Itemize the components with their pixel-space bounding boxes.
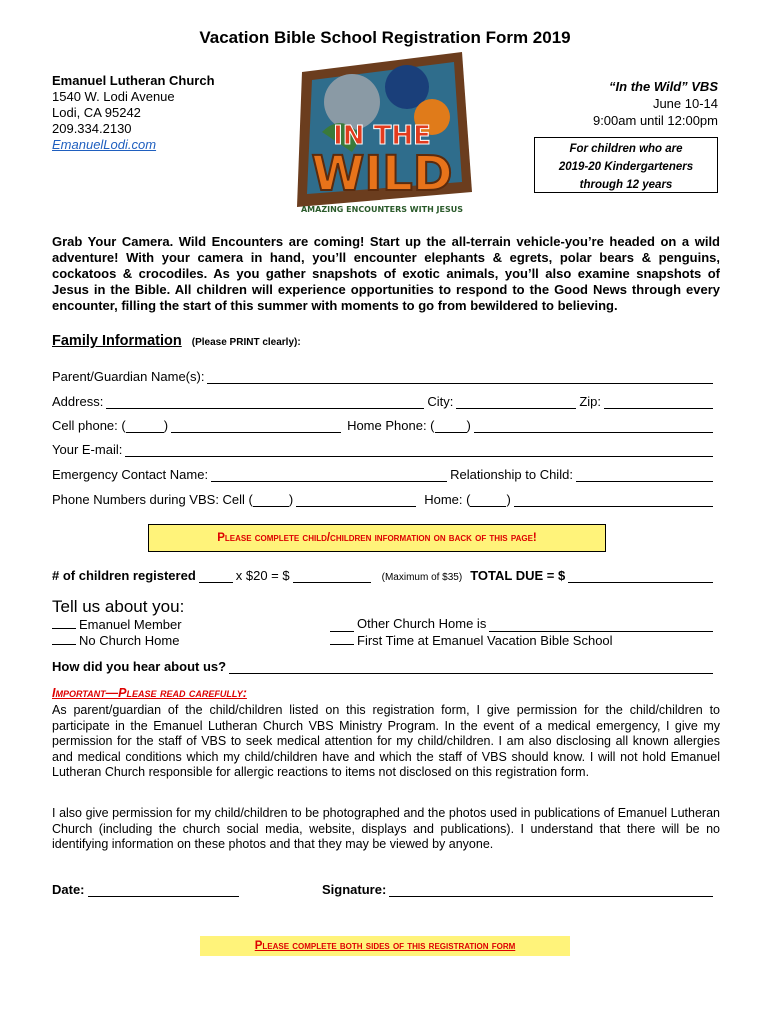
ages-box — [534, 137, 718, 193]
checkbox-blank[interactable] — [52, 632, 76, 645]
ages-line1: For children who are — [569, 143, 683, 155]
date-label: Date: — [52, 882, 85, 897]
total-due-input[interactable] — [568, 570, 713, 583]
option-label: Other Church Home is — [357, 616, 487, 631]
logo-text-top: IN THE — [333, 121, 431, 151]
how-heard-row — [52, 659, 716, 674]
family-subheading: (Please PRINT clearly): — [191, 337, 301, 348]
vbs-info — [498, 78, 718, 129]
in-the-wild-logo — [282, 42, 482, 232]
vbs-home-area-input[interactable] — [470, 494, 506, 507]
logo-tagline: AMAZING ENCOUNTERS WITH JESUS — [300, 205, 464, 214]
emergency-input[interactable] — [211, 469, 447, 482]
zip-input[interactable] — [604, 396, 713, 409]
email-label: Your E-mail: — [52, 442, 123, 457]
church-website-link[interactable]: EmanuelLodi.com — [52, 137, 157, 152]
intro-paragraph: Grab Your Camera. Wild Encounters are coming! Start up the all-terrain vehicle-you’re headed on a wild adventure! With your camera in hand, you’ll encounter elephants & egrets, polar bears & penguins, cockatoos & crocodiles. As you gather snapshots of exotic animals, you’ll also examine snapshots of Jesus in the Bible. All children will experience opportunities to respond to the Good News through every encounter, filling the start of this summer with moments to go from bewildered to believing. — [52, 234, 720, 313]
date-row — [52, 882, 242, 897]
emergency-row — [52, 462, 716, 482]
maximum-note: (Maximum of $35) — [381, 572, 463, 583]
emergency-label: Emergency Contact Name: — [52, 467, 209, 482]
vbs-home-input[interactable] — [514, 494, 713, 507]
signature-label: Signature: — [322, 882, 387, 897]
photo-permission-paragraph: I also give permission for my child/children to be photographed and the photos used in publications of Emanuel Lutheran Church (including the church social media, website, displays and publications). I understand that there will be no identifying information on these photos and that they may be viewed by anyone. — [52, 806, 720, 851]
option-no-church-home[interactable] — [52, 632, 179, 649]
city-label: City: — [427, 394, 454, 409]
checkbox-blank[interactable] — [52, 616, 76, 629]
church-phone: 209.334.2130 — [52, 121, 132, 136]
checkbox-blank[interactable] — [330, 619, 354, 632]
both-sides-notice: Please complete both sides of this registration form — [200, 936, 570, 956]
home-number-input[interactable] — [474, 420, 713, 433]
guardian-row — [52, 364, 716, 384]
vbs-cell-area-input[interactable] — [253, 494, 289, 507]
other-church-input[interactable] — [489, 619, 713, 632]
option-label: No Church Home — [79, 633, 180, 648]
option-label: First Time at Emanuel Vacation Bible School — [357, 633, 613, 648]
relationship-label: Relationship to Child: — [450, 467, 573, 482]
email-input[interactable] — [125, 444, 713, 457]
city-input[interactable] — [456, 396, 576, 409]
price-label: x $20 = $ — [235, 568, 290, 583]
vbs-dates: June 10-14 — [652, 96, 718, 111]
option-first-time[interactable] — [330, 632, 613, 649]
signature-input[interactable] — [389, 884, 713, 897]
vbs-home-label: Home: ( — [424, 492, 471, 507]
church-address-line2: Lodi, CA 95242 — [52, 105, 141, 120]
subtotal-input[interactable] — [293, 570, 371, 583]
children-count-label: # of children registered — [52, 568, 196, 583]
children-row — [52, 568, 716, 583]
home-area-input[interactable] — [435, 420, 467, 433]
family-heading: Family Information — [52, 333, 182, 349]
permission-paragraph: As parent/guardian of the child/children listed on this registration form, I give permission for the child/children to participate in the Emanuel Lutheran Church VBS Ministry Program. In the event of a medical emergency, I give my permission for the staff of VBS to seek medical attention for my child/children. I am also disclosing all known allergies and medical conditions which my child/children have and which the staff of VBS should know. I will not hold Emanuel Lutheran Church responsible for allergic reactions to items not disclosed on this registration form. — [52, 703, 720, 779]
back-page-notice: Please complete child/children information on back of this page! — [148, 524, 606, 552]
phone-row: Cell phone: ( ) Home Phone: ( ) — [52, 413, 716, 433]
church-address-line1: 1540 W. Lodi Avenue — [52, 89, 175, 104]
vbs-theme: “In the Wild” VBS — [609, 79, 718, 94]
checkbox-blank[interactable] — [330, 632, 354, 645]
option-label: Emanuel Member — [79, 617, 182, 632]
ages-line3: through 12 years — [579, 179, 673, 191]
cell-label: Cell phone: ( — [52, 418, 126, 433]
option-emanuel-member[interactable] — [52, 616, 182, 633]
cell-number-input[interactable] — [171, 420, 341, 433]
address-input[interactable] — [106, 396, 424, 409]
how-heard-input[interactable] — [229, 661, 713, 674]
how-heard-label: How did you hear about us? — [52, 659, 227, 674]
email-row — [52, 437, 716, 457]
children-count-input[interactable] — [199, 570, 233, 583]
guardian-label: Parent/Guardian Name(s): — [52, 369, 205, 384]
signature-row — [322, 882, 716, 897]
date-input[interactable] — [88, 884, 239, 897]
logo-text-main: WILD — [311, 146, 453, 202]
total-due-label: TOTAL DUE = $ — [470, 568, 566, 583]
home-phone-label: Home Phone: ( — [347, 418, 435, 433]
church-name: Emanuel Lutheran Church — [52, 73, 215, 88]
church-info — [52, 73, 215, 153]
zip-label: Zip: — [579, 394, 601, 409]
vbs-phones-row: Phone Numbers during VBS: Cell ( ) Home: ( ) — [52, 487, 716, 507]
family-section-heading — [52, 333, 301, 349]
form-title: Vacation Bible School Registration Form 2019 — [199, 28, 571, 47]
relationship-input[interactable] — [576, 469, 713, 482]
vbs-cell-label: Phone Numbers during VBS: Cell ( — [52, 492, 253, 507]
vbs-cell-input[interactable] — [296, 494, 416, 507]
tell-us-heading: Tell us about you: — [52, 597, 185, 616]
important-heading: Important—Please read carefully: — [52, 686, 247, 700]
vbs-time: 9:00am until 12:00pm — [592, 113, 718, 128]
cell-area-input[interactable] — [126, 420, 164, 433]
option-other-church[interactable] — [330, 616, 716, 632]
address-row — [52, 389, 716, 409]
address-label: Address: — [52, 394, 104, 409]
guardian-input[interactable] — [207, 371, 713, 384]
ages-line2: 2019-20 Kindergarteners — [558, 161, 694, 173]
